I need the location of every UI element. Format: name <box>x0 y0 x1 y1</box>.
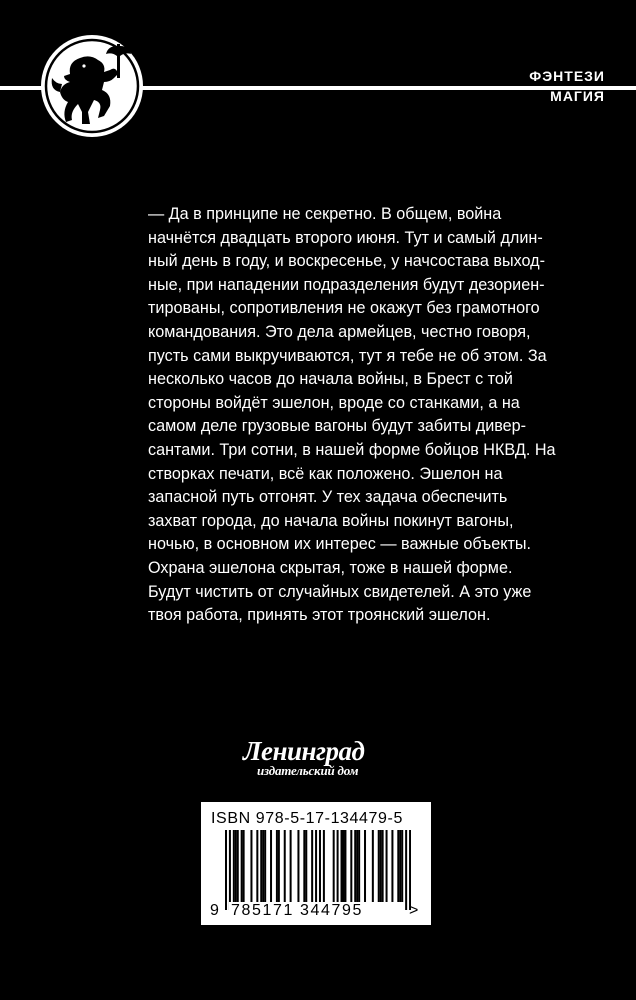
barcode-bar <box>401 830 403 902</box>
barcode-bar <box>364 830 366 902</box>
publisher-name: Ленинград <box>243 736 365 766</box>
barcode-bar <box>229 830 231 910</box>
barcode-bar <box>260 830 262 902</box>
barcode-bar <box>356 830 358 902</box>
barcode-digits: 785171 344795 <box>231 902 364 919</box>
blurb-line: твоя работа, принять этот троянский эшелон. <box>148 606 491 625</box>
barcode-bar <box>311 830 313 902</box>
barcode-bar <box>378 830 380 902</box>
blurb-line: запасной путь отгонят. У тех задача обеспечить <box>148 488 508 507</box>
blurb-line: ночью, в основном их интерес — важные объекты. <box>148 535 532 554</box>
genre-labels <box>529 66 605 106</box>
isbn-barcode <box>201 802 431 925</box>
barcode-bar <box>290 830 292 902</box>
barcode-bar <box>333 830 335 902</box>
genre-secondary: МАГИЯ <box>550 88 605 104</box>
barcode-bar <box>305 830 307 902</box>
barcode-bar <box>262 830 264 902</box>
barcode-bar <box>372 830 374 902</box>
blurb-line: створках печати, всё как положено. Эшелон на <box>148 464 503 483</box>
barcode-bar <box>297 830 299 902</box>
barcode-quiet-zone-mark: > <box>409 902 419 919</box>
blurb-line: самом деле грузовые вагоны будут забиты дивер- <box>148 417 527 436</box>
barcode-bar <box>397 830 399 902</box>
genre-primary: ФЭНТЕЗИ <box>529 68 605 84</box>
blurb-line: ные, при нападении подразделения будут дезориен- <box>148 275 545 294</box>
blurb-line: — Да в принципе не секретно. В общем, война <box>148 205 502 223</box>
barcode-bar <box>386 830 388 902</box>
barcode-bar <box>337 830 339 902</box>
barcode-bar <box>278 830 280 902</box>
barcode-first-digit: 9 <box>210 902 219 919</box>
blurb-line: стороны войдёт эшелон, вроде со станками, а на <box>148 393 520 412</box>
barcode-bar <box>405 830 407 910</box>
barcode-bar <box>270 830 272 902</box>
blurb-line: захват города, до начала войны покинут вагоны, <box>148 511 514 530</box>
barcode-bar <box>250 830 252 902</box>
blurb-line: сантами. Три сотни, в нашей форме бойцов НКВД. На <box>148 440 556 459</box>
barcode-bar <box>233 830 235 902</box>
barcode-bar <box>235 830 237 902</box>
blurb-line: начнётся двадцать второго июня. Тут и самый длин- <box>148 228 543 247</box>
blurb-line: командования. Это дела армейцев, честно говоря, <box>148 322 531 341</box>
blurb-line: Охрана эшелона скрытая, тоже в нашей форме. <box>148 558 513 577</box>
blurb-line: Будут чистить от случайных свидетелей. А это уже <box>148 582 532 601</box>
barcode-bar <box>284 830 286 902</box>
barcode-bars <box>225 830 411 910</box>
barcode-bar <box>399 830 401 902</box>
blurb-line: пусть сами выкручиваются, тут я тебе не об этом. За <box>148 346 547 365</box>
barcode-bar <box>344 830 346 902</box>
barcode-bar <box>303 830 305 902</box>
isbn-label: ISBN 978-5-17-134479-5 <box>211 810 403 827</box>
barcode-bar <box>323 830 325 902</box>
barcode-bar <box>358 830 360 902</box>
barcode-bar <box>243 830 245 902</box>
barcode-bar <box>319 830 321 910</box>
barcode-bar <box>256 830 258 902</box>
barcode-bar <box>354 830 356 902</box>
barcode-bar <box>315 830 317 910</box>
blurb-line: ный день в году, и воскресенье, у начсостава выход- <box>148 252 546 271</box>
barcode-bar <box>341 830 343 902</box>
barcode-bar <box>391 830 393 902</box>
barcode-bar <box>264 830 266 902</box>
barcode-bar <box>380 830 382 902</box>
blurb-line: тированы, сопротивления не окажут без грамотного <box>148 299 540 318</box>
barcode-bar <box>241 830 243 902</box>
publisher-logo <box>243 738 393 778</box>
barcode-bar <box>350 830 352 902</box>
blurb-line: несколько часов до начала войны, в Брест с той <box>148 370 513 389</box>
lion-emblem-icon <box>40 34 144 138</box>
barcode-bar <box>342 830 344 902</box>
publisher-subtitle: издательский дом <box>257 763 359 778</box>
book-blurb <box>148 203 556 628</box>
barcode-bar <box>237 830 239 902</box>
barcode-bar <box>225 830 227 910</box>
barcode-bar <box>409 830 411 910</box>
barcode-bar <box>276 830 278 902</box>
barcode-bar <box>382 830 384 902</box>
